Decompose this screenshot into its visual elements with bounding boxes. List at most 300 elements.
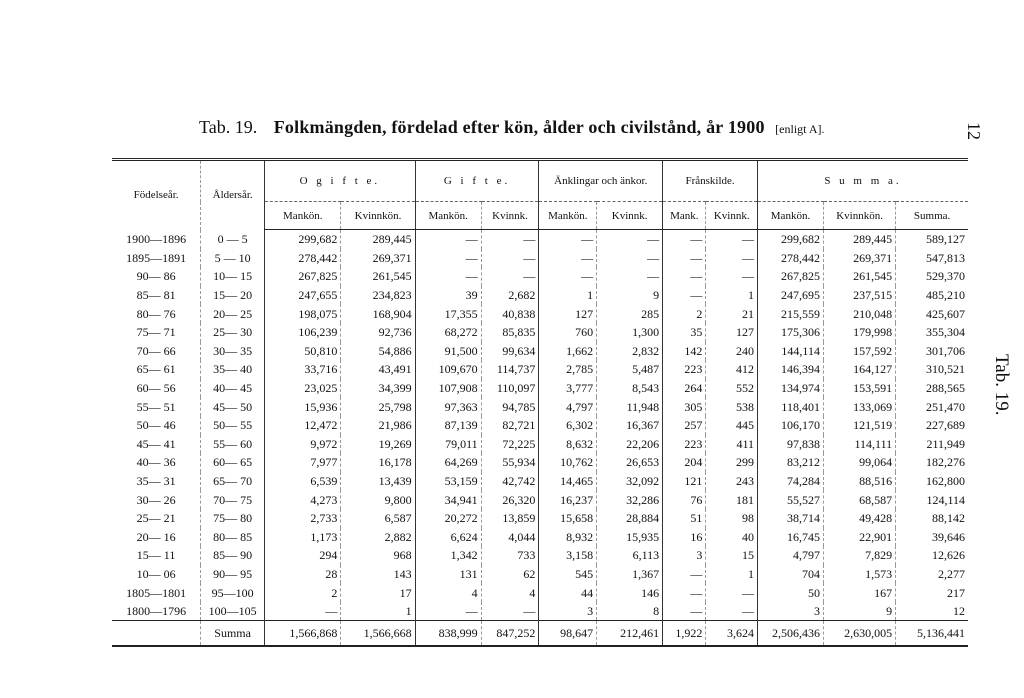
header-ogifte: O g i f t e. [265, 160, 416, 202]
summa-blank [112, 621, 201, 647]
cell-summa-total: 12 [896, 602, 968, 621]
sub-header: Mank. [663, 202, 706, 230]
cell-gifte-man: 34,941 [415, 490, 481, 509]
cell-summa-total: 485,210 [896, 286, 968, 305]
summa-cell-ogifte-kvinn: 1,566,668 [341, 621, 415, 647]
cell-aldersar: 90— 95 [201, 565, 265, 584]
cell-fodelsear: 55— 51 [136, 399, 176, 414]
cell-aldersar: 20— 25 [201, 304, 265, 323]
cell-aldersar: 65— 70 [201, 472, 265, 491]
cell-summa-kvinn: 237,515 [823, 286, 895, 305]
cell-ankl-kvinn: 32,286 [597, 490, 663, 509]
cell-ogifte-kvinn: 13,439 [341, 472, 415, 491]
cell-aldersar: 40— 45 [201, 379, 265, 398]
cell-gifte-man: — [415, 230, 481, 249]
cell-gifte-man: 109,670 [415, 360, 481, 379]
cell-fransk-man: 223 [663, 360, 706, 379]
table-row [112, 416, 968, 435]
cell-aldersar: 85— 90 [201, 546, 265, 565]
cell-ogifte-man: 6,539 [265, 472, 341, 491]
cell-ankl-kvinn: 1,367 [597, 565, 663, 584]
cell-gifte-man: 20,272 [415, 509, 481, 528]
cell-fransk-man: 264 [663, 379, 706, 398]
cell-gifte-kvinn: 4,044 [481, 528, 539, 547]
cell-summa-total: 310,521 [896, 360, 968, 379]
cell-ogifte-man: 12,472 [265, 416, 341, 435]
cell-summa-man: 299,682 [758, 230, 824, 249]
cell-ogifte-kvinn: 1 [341, 602, 415, 621]
cell-gifte-kvinn: 99,634 [481, 342, 539, 361]
cell-summa-total: 182,276 [896, 453, 968, 472]
cell-summa-man: 118,401 [758, 397, 824, 416]
sub-header: Mankön. [265, 202, 341, 230]
cell-ogifte-man: 106,239 [265, 323, 341, 342]
cell-ogifte-kvinn: 54,886 [341, 342, 415, 361]
cell-ankl-man: 15,658 [539, 509, 597, 528]
summa-cell-ankl-man: 98,647 [539, 621, 597, 647]
cell-summa-kvinn: 68,587 [823, 490, 895, 509]
cell-fodelsear: 40— 36 [136, 455, 176, 470]
header-anklingar: Änklingar och änkor. [539, 160, 663, 202]
cell-ogifte-kvinn: 234,823 [341, 286, 415, 305]
tab-label: Tab. 19. [199, 117, 258, 137]
cell-fransk-kvinn: 552 [706, 379, 758, 398]
cell-fransk-kvinn: 538 [706, 397, 758, 416]
cell-summa-man: 247,695 [758, 286, 824, 305]
table-row [112, 602, 968, 621]
cell-ogifte-kvinn: 2,882 [341, 528, 415, 547]
cell-ankl-man: — [539, 267, 597, 286]
cell-gifte-kvinn: 94,785 [481, 397, 539, 416]
cell-gifte-man: 1,342 [415, 546, 481, 565]
cell-ankl-man: 14,465 [539, 472, 597, 491]
cell-gifte-man: 53,159 [415, 472, 481, 491]
cell-fransk-man: — [663, 583, 706, 602]
cell-ankl-kvinn: 26,653 [597, 453, 663, 472]
cell-summa-man: 38,714 [758, 509, 824, 528]
cell-ankl-man: 3,777 [539, 379, 597, 398]
table-row [112, 249, 968, 268]
cell-fodelsear: 45— 41 [136, 436, 176, 451]
cell-gifte-kvinn: 40,838 [481, 304, 539, 323]
cell-summa-man: 267,825 [758, 267, 824, 286]
table-row [112, 379, 968, 398]
summa-cell-gifte-kvinn: 847,252 [481, 621, 539, 647]
table-row [112, 230, 968, 249]
cell-aldersar: 100—105 [201, 602, 265, 621]
cell-aldersar: 25— 30 [201, 323, 265, 342]
cell-ogifte-kvinn: 968 [341, 546, 415, 565]
cell-ogifte-man: 4,273 [265, 490, 341, 509]
cell-fransk-kvinn: 181 [706, 490, 758, 509]
cell-ankl-man: 760 [539, 323, 597, 342]
cell-gifte-man: 107,908 [415, 379, 481, 398]
cell-summa-kvinn: 157,592 [823, 342, 895, 361]
cell-aldersar: 15— 20 [201, 286, 265, 305]
cell-gifte-kvinn: 82,721 [481, 416, 539, 435]
cell-gifte-kvinn: — [481, 230, 539, 249]
cell-fransk-kvinn: — [706, 249, 758, 268]
cell-summa-total: 251,470 [896, 397, 968, 416]
cell-aldersar: 0 — 5 [201, 230, 265, 249]
side-tab-label: Tab. 19. [991, 354, 1012, 416]
page-number: 12 [964, 122, 984, 140]
cell-fransk-kvinn: — [706, 230, 758, 249]
cell-aldersar: 45— 50 [201, 397, 265, 416]
table-header [112, 160, 968, 230]
cell-fransk-kvinn: 445 [706, 416, 758, 435]
summa-row [112, 621, 968, 647]
header-group-row [112, 160, 968, 202]
cell-ankl-kvinn: — [597, 230, 663, 249]
cell-ankl-man: — [539, 249, 597, 268]
table-row [112, 472, 968, 491]
cell-ogifte-kvinn: 34,399 [341, 379, 415, 398]
cell-fodelsear: 1805—1801 [126, 585, 187, 600]
cell-aldersar: 5 — 10 [201, 249, 265, 268]
cell-ankl-man: 6,302 [539, 416, 597, 435]
cell-fransk-man: — [663, 230, 706, 249]
cell-ankl-kvinn: 1,300 [597, 323, 663, 342]
cell-ankl-man: 44 [539, 583, 597, 602]
cell-ankl-kvinn: 28,884 [597, 509, 663, 528]
cell-summa-total: 547,813 [896, 249, 968, 268]
cell-gifte-kvinn: 110,097 [481, 379, 539, 398]
cell-gifte-man: — [415, 267, 481, 286]
table-row [112, 453, 968, 472]
cell-ogifte-man: 7,977 [265, 453, 341, 472]
cell-summa-total: 211,949 [896, 435, 968, 454]
cell-ankl-kvinn: 2,832 [597, 342, 663, 361]
cell-gifte-kvinn: 55,934 [481, 453, 539, 472]
cell-aldersar: 35— 40 [201, 360, 265, 379]
cell-ogifte-kvinn: 25,798 [341, 397, 415, 416]
cell-fransk-man: 76 [663, 490, 706, 509]
cell-summa-total: 2,277 [896, 565, 968, 584]
cell-fodelsear: 35— 31 [136, 474, 176, 489]
cell-gifte-kvinn: 4 [481, 583, 539, 602]
summa-cell-summa-man: 2,506,436 [758, 621, 824, 647]
cell-ogifte-man: 247,655 [265, 286, 341, 305]
cell-summa-total: 227,689 [896, 416, 968, 435]
cell-summa-kvinn: 164,127 [823, 360, 895, 379]
cell-ogifte-kvinn: 6,587 [341, 509, 415, 528]
cell-ogifte-man: 50,810 [265, 342, 341, 361]
summa-cell-gifte-man: 838,999 [415, 621, 481, 647]
cell-gifte-man: 79,011 [415, 435, 481, 454]
cell-fransk-man: 305 [663, 397, 706, 416]
cell-aldersar: 70— 75 [201, 490, 265, 509]
cell-ankl-kvinn: 8,543 [597, 379, 663, 398]
cell-summa-man: 74,284 [758, 472, 824, 491]
cell-fodelsear: 90— 86 [136, 269, 176, 284]
cell-ankl-kvinn: 285 [597, 304, 663, 323]
cell-fodelsear: 80— 76 [136, 306, 176, 321]
cell-gifte-man: 91,500 [415, 342, 481, 361]
cell-fransk-kvinn: — [706, 602, 758, 621]
cell-fodelsear: 65— 61 [136, 362, 176, 377]
summa-label: Summa [201, 621, 265, 647]
cell-fodelsear: 25— 21 [136, 511, 176, 526]
sub-header: Mankön. [539, 202, 597, 230]
cell-ogifte-kvinn: 17 [341, 583, 415, 602]
cell-aldersar: 55— 60 [201, 435, 265, 454]
cell-ogifte-man: 2 [265, 583, 341, 602]
cell-summa-kvinn: 179,998 [823, 323, 895, 342]
summa-cell-fransk-man: 1,922 [663, 621, 706, 647]
cell-ankl-man: — [539, 230, 597, 249]
header-summa: S u m m a. [758, 160, 969, 202]
cell-ogifte-kvinn: 289,445 [341, 230, 415, 249]
cell-ogifte-kvinn: 16,178 [341, 453, 415, 472]
cell-fodelsear: 1800—1796 [126, 604, 187, 619]
cell-gifte-man: 131 [415, 565, 481, 584]
summa-cell-summa-kvinn: 2,630,005 [823, 621, 895, 647]
title-main: Folkmängden, fördelad efter kön, ålder och civilstånd, år 1900 [273, 117, 765, 137]
cell-summa-kvinn: 7,829 [823, 546, 895, 565]
cell-summa-kvinn: 49,428 [823, 509, 895, 528]
cell-gifte-man: 64,269 [415, 453, 481, 472]
cell-ogifte-kvinn: 92,736 [341, 323, 415, 342]
sub-header: Summa. [896, 202, 968, 230]
cell-ogifte-man: 299,682 [265, 230, 341, 249]
table-row [112, 490, 968, 509]
cell-gifte-kvinn: 114,737 [481, 360, 539, 379]
cell-summa-kvinn: 114,111 [823, 435, 895, 454]
cell-summa-kvinn: 22,901 [823, 528, 895, 547]
cell-fransk-man: — [663, 249, 706, 268]
cell-summa-total: 217 [896, 583, 968, 602]
cell-aldersar: 10— 15 [201, 267, 265, 286]
cell-gifte-kvinn: 733 [481, 546, 539, 565]
cell-fodelsear: 15— 11 [136, 548, 176, 563]
cell-fodelsear: 85— 81 [136, 288, 176, 303]
cell-gifte-kvinn: 2,682 [481, 286, 539, 305]
cell-ankl-man: 16,237 [539, 490, 597, 509]
cell-ogifte-kvinn: 43,491 [341, 360, 415, 379]
cell-ogifte-man: 2,733 [265, 509, 341, 528]
cell-fransk-man: — [663, 602, 706, 621]
cell-summa-kvinn: 167 [823, 583, 895, 602]
table-row [112, 528, 968, 547]
cell-summa-total: 12,626 [896, 546, 968, 565]
cell-ogifte-man: — [265, 602, 341, 621]
cell-gifte-man: 87,139 [415, 416, 481, 435]
header-fodelsear: Födelseår. [133, 189, 179, 202]
cell-ogifte-man: 23,025 [265, 379, 341, 398]
cell-summa-man: 55,527 [758, 490, 824, 509]
cell-summa-kvinn: 289,445 [823, 230, 895, 249]
cell-summa-man: 106,170 [758, 416, 824, 435]
cell-aldersar: 80— 85 [201, 528, 265, 547]
cell-summa-man: 215,559 [758, 304, 824, 323]
cell-ankl-man: 545 [539, 565, 597, 584]
cell-fransk-kvinn: 240 [706, 342, 758, 361]
cell-fodelsear: 1900—1896 [126, 232, 187, 247]
cell-summa-man: 146,394 [758, 360, 824, 379]
cell-fodelsear: 1895—1891 [126, 250, 187, 265]
cell-summa-total: 162,800 [896, 472, 968, 491]
table-row [112, 323, 968, 342]
cell-ankl-man: 8,932 [539, 528, 597, 547]
cell-summa-kvinn: 121,519 [823, 416, 895, 435]
sub-header: Kvinnk. [597, 202, 663, 230]
cell-ankl-kvinn: 5,487 [597, 360, 663, 379]
cell-gifte-man: — [415, 602, 481, 621]
cell-fodelsear: 10— 06 [136, 566, 176, 581]
sub-header: Kvinnk. [706, 202, 758, 230]
cell-summa-man: 83,212 [758, 453, 824, 472]
cell-summa-kvinn: 210,048 [823, 304, 895, 323]
cell-gifte-kvinn: 42,742 [481, 472, 539, 491]
header-aldersar: Åldersår. [201, 160, 265, 230]
cell-ogifte-man: 198,075 [265, 304, 341, 323]
cell-ankl-kvinn: 146 [597, 583, 663, 602]
cell-ankl-man: 3,158 [539, 546, 597, 565]
cell-summa-total: 288,565 [896, 379, 968, 398]
table-row [112, 583, 968, 602]
table-row [112, 342, 968, 361]
cell-ogifte-kvinn: 21,986 [341, 416, 415, 435]
cell-summa-man: 97,838 [758, 435, 824, 454]
summa-cell-ankl-kvinn: 212,461 [597, 621, 663, 647]
cell-gifte-man: 17,355 [415, 304, 481, 323]
cell-fransk-kvinn: — [706, 583, 758, 602]
cell-summa-total: 425,607 [896, 304, 968, 323]
cell-ogifte-kvinn: 261,545 [341, 267, 415, 286]
table-row [112, 267, 968, 286]
cell-ogifte-man: 33,716 [265, 360, 341, 379]
cell-summa-man: 16,745 [758, 528, 824, 547]
cell-fransk-kvinn: 1 [706, 286, 758, 305]
cell-ogifte-man: 1,173 [265, 528, 341, 547]
cell-summa-man: 3 [758, 602, 824, 621]
cell-ogifte-man: 294 [265, 546, 341, 565]
cell-gifte-man: — [415, 249, 481, 268]
cell-summa-total: 39,646 [896, 528, 968, 547]
cell-summa-kvinn: 99,064 [823, 453, 895, 472]
cell-ogifte-man: 28 [265, 565, 341, 584]
cell-ankl-kvinn: — [597, 267, 663, 286]
cell-fodelsear: 50— 46 [136, 418, 176, 433]
cell-ogifte-kvinn: 19,269 [341, 435, 415, 454]
cell-ankl-kvinn: 8 [597, 602, 663, 621]
cell-fransk-kvinn: 98 [706, 509, 758, 528]
cell-ankl-man: 127 [539, 304, 597, 323]
cell-ankl-man: 4,797 [539, 397, 597, 416]
cell-summa-kvinn: 269,371 [823, 249, 895, 268]
cell-summa-man: 4,797 [758, 546, 824, 565]
cell-ogifte-kvinn: 168,904 [341, 304, 415, 323]
cell-summa-total: 529,370 [896, 267, 968, 286]
cell-fodelsear: 60— 56 [136, 381, 176, 396]
summa-cell-summa-total: 5,136,441 [896, 621, 968, 647]
cell-summa-man: 144,114 [758, 342, 824, 361]
cell-summa-man: 134,974 [758, 379, 824, 398]
cell-ogifte-man: 278,442 [265, 249, 341, 268]
cell-gifte-kvinn: 72,225 [481, 435, 539, 454]
cell-fodelsear: 20— 16 [136, 529, 176, 544]
cell-gifte-man: 39 [415, 286, 481, 305]
cell-summa-man: 175,306 [758, 323, 824, 342]
table-row [112, 435, 968, 454]
cell-fransk-kvinn: 1 [706, 565, 758, 584]
cell-summa-kvinn: 9 [823, 602, 895, 621]
cell-ankl-man: 2,785 [539, 360, 597, 379]
cell-ogifte-kvinn: 9,800 [341, 490, 415, 509]
cell-fransk-man: 204 [663, 453, 706, 472]
table-row [112, 509, 968, 528]
cell-aldersar: 75— 80 [201, 509, 265, 528]
cell-summa-kvinn: 153,591 [823, 379, 895, 398]
cell-gifte-man: 68,272 [415, 323, 481, 342]
cell-ogifte-man: 15,936 [265, 397, 341, 416]
sub-header: Kvinnkön. [341, 202, 415, 230]
cell-gifte-man: 6,624 [415, 528, 481, 547]
cell-fransk-kvinn: 40 [706, 528, 758, 547]
cell-summa-total: 355,304 [896, 323, 968, 342]
cell-gifte-man: 4 [415, 583, 481, 602]
cell-ankl-kvinn: 9 [597, 286, 663, 305]
sub-header: Kvinnkön. [823, 202, 895, 230]
cell-fransk-man: — [663, 267, 706, 286]
cell-aldersar: 60— 65 [201, 453, 265, 472]
cell-ankl-kvinn: 6,113 [597, 546, 663, 565]
cell-fransk-kvinn: 412 [706, 360, 758, 379]
title-note: [enligt A]. [775, 122, 825, 136]
cell-fransk-man: 16 [663, 528, 706, 547]
cell-summa-total: 88,142 [896, 509, 968, 528]
cell-summa-total: 589,127 [896, 230, 968, 249]
header-franskilde: Frånskilde. [663, 160, 758, 202]
cell-fransk-kvinn: 127 [706, 323, 758, 342]
header-gifte: G i f t e. [415, 160, 539, 202]
cell-ogifte-man: 267,825 [265, 267, 341, 286]
cell-ankl-kvinn: 32,092 [597, 472, 663, 491]
sub-header: Mankön. [415, 202, 481, 230]
sub-header: Kvinnk. [481, 202, 539, 230]
population-table [112, 158, 968, 647]
cell-ankl-kvinn: 22,206 [597, 435, 663, 454]
cell-ogifte-kvinn: 269,371 [341, 249, 415, 268]
cell-aldersar: 30— 35 [201, 342, 265, 361]
cell-summa-kvinn: 261,545 [823, 267, 895, 286]
cell-fransk-kvinn: — [706, 267, 758, 286]
cell-fransk-kvinn: 243 [706, 472, 758, 491]
cell-ankl-kvinn: 15,935 [597, 528, 663, 547]
cell-ogifte-kvinn: 143 [341, 565, 415, 584]
cell-fransk-man: 142 [663, 342, 706, 361]
table-title [199, 117, 824, 138]
sub-header: Mankön. [758, 202, 824, 230]
cell-fransk-kvinn: 21 [706, 304, 758, 323]
cell-gifte-kvinn: — [481, 267, 539, 286]
cell-ankl-man: 1,662 [539, 342, 597, 361]
cell-gifte-man: 97,363 [415, 397, 481, 416]
cell-ankl-man: 8,632 [539, 435, 597, 454]
cell-fransk-man: 2 [663, 304, 706, 323]
cell-fransk-man: 51 [663, 509, 706, 528]
table-row [112, 360, 968, 379]
summa-cell-fransk-kvinn: 3,624 [706, 621, 758, 647]
table-row [112, 286, 968, 305]
cell-fransk-man: 223 [663, 435, 706, 454]
table-body [112, 230, 968, 647]
cell-fransk-kvinn: 299 [706, 453, 758, 472]
cell-summa-kvinn: 1,573 [823, 565, 895, 584]
table-row [112, 565, 968, 584]
cell-fodelsear: 30— 26 [136, 492, 176, 507]
